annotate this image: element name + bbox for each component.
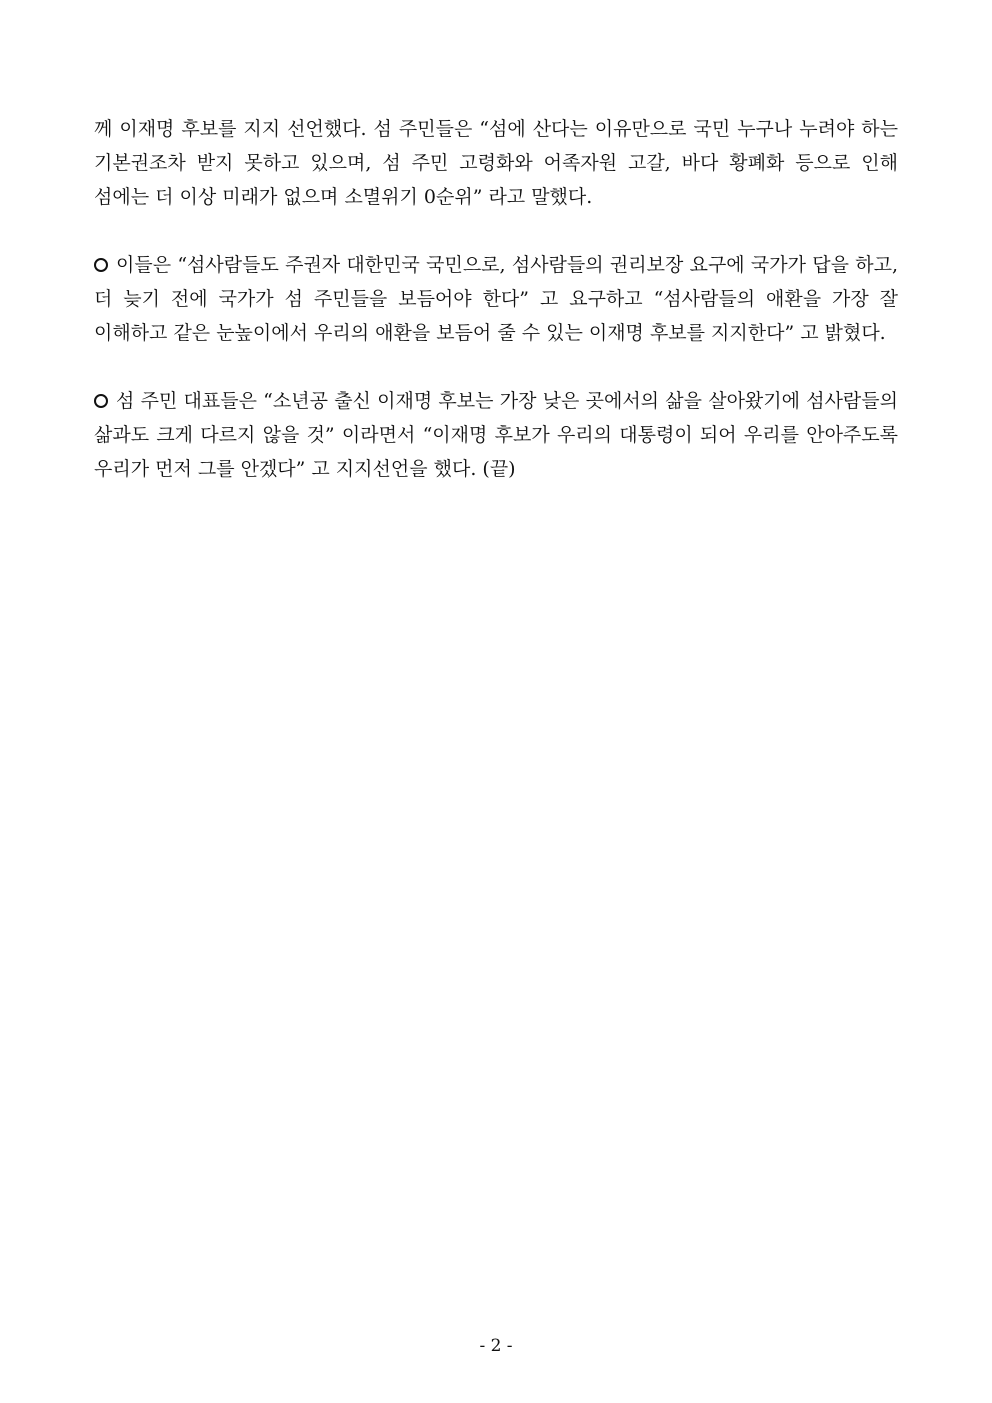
paragraph-text: 섬 주민 대표들은 “소년공 출신 이재명 후보는 가장 낮은 곳에서의 삶을 살아왔기에 섬사람들의 삶과도 크게 다르지 않을 것” 이라면서 “이재명 후보가 우리의 대통령이 되어 우리를 안아주도록 우리가 먼저 그를 안겠다” 고 지지선언을 했다. (끝) — [94, 390, 898, 480]
paragraph-continuation — [94, 112, 898, 214]
paragraph-bullet-1 — [94, 248, 898, 350]
paragraph-bullet-2 — [94, 384, 898, 486]
circle-bullet-icon — [94, 394, 108, 408]
page-number: - 2 - — [479, 1336, 513, 1356]
circle-bullet-icon — [94, 258, 108, 272]
paragraph-text: 이들은 “섬사람들도 주권자 대한민국 국민으로, 섬사람들의 권리보장 요구에 국가가 답을 하고, 더 늦기 전에 국가가 섬 주민들을 보듬어야 한다” 고 요구하고 “섬사람들의 애환을 가장 잘 이해하고 같은 눈높이에서 우리의 애환을 보듬어 줄 수 있는 이재명 후보를 지지한다” 고 밝혔다. — [94, 254, 898, 344]
paragraph-text: 께 이재명 후보를 지지 선언했다. 섬 주민들은 “섬에 산다는 이유만으로 국민 누구나 누려야 하는 기본권조차 받지 못하고 있으며, 섬 주민 고령화와 어족자원 고갈, 바다 황폐화 등으로 인해 섬에는 더 이상 미래가 없으며 소멸위기 0순위” 라고 말했다. — [94, 118, 898, 208]
body-text — [94, 112, 898, 520]
